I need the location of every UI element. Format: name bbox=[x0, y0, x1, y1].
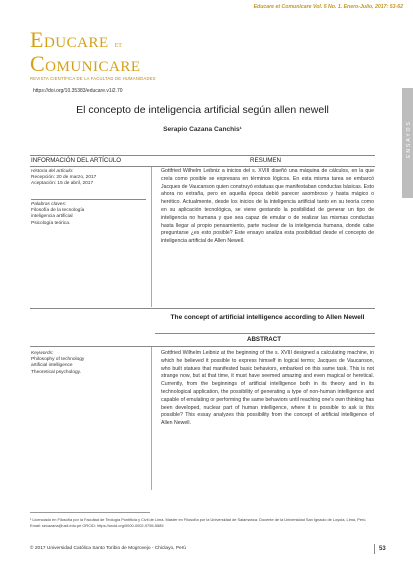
keywords-es bbox=[31, 202, 141, 227]
info-heading: INFORMACIÓN DEL ARTÍCULO bbox=[31, 157, 122, 164]
keyword: Philosophy of technology bbox=[31, 357, 85, 363]
copyright-footer: © 2017 Universidad Católica Santo Toribio de Mogrovejo - Chiclayo, Perú bbox=[30, 546, 186, 551]
abstract-heading: ABSTRACT bbox=[247, 336, 282, 343]
accepted-date: Aceptación: 15 de abril, 2017 bbox=[31, 181, 94, 187]
article-history bbox=[31, 169, 141, 188]
keyword: Filosofía de la tecnología bbox=[31, 208, 85, 214]
divider bbox=[30, 308, 375, 309]
keyword: Theoretical psychology. bbox=[31, 369, 82, 375]
section-tab bbox=[402, 88, 413, 198]
keyword: Psicología teórica. bbox=[31, 220, 71, 226]
logo-word-comunicare: Comunicare bbox=[30, 51, 141, 76]
footnote-divider bbox=[30, 512, 150, 513]
keyword: artificial intelligence bbox=[31, 363, 73, 369]
divider bbox=[31, 199, 146, 200]
keywords-label: Palabras claves: bbox=[31, 202, 67, 207]
journal-logo bbox=[30, 27, 156, 81]
doi-link[interactable]: https://doi.org/10.35383/educare.v1i2.70 bbox=[33, 88, 123, 94]
page-number: 53 bbox=[374, 544, 386, 554]
column-divider bbox=[151, 167, 152, 307]
logo-word-et: et bbox=[114, 39, 122, 49]
history-label: Historia del artículo: bbox=[31, 169, 74, 174]
resumen-heading: RESUMEN bbox=[250, 157, 281, 164]
divider bbox=[30, 166, 375, 167]
abstract-text: Gottfried Wilhelm Leibniz at the beginning of the s. XVIII designed a calculating machine, in which he believed it possible to express himself in logical terms; Jacques de Vaucanson, who built statues that manifested basic behaviors, embarked on this same task. This is not strange now, but at that time, it must have seemed amazing and even magical or heretical. Currently, from the beginnings of artificial intelligence both in its theory and in its technological application, the possibility of generating a type of non-human intelligence and capable of emulating or performing the same behaviors until reaching one's own thinking has been developed, nuclear part of human intelligence, where it is possible to ask is this possible? This essay analyzes this possibility from the concept of artificial intelligence of Allen Newell. bbox=[161, 350, 374, 427]
logo-subtitle: REVISTA CIENTÍFICA DE LA FACULTAD DE HUMANIDADES bbox=[30, 76, 156, 81]
keywords-en bbox=[31, 351, 141, 376]
journal-header: Educare et Comunicare Vol. 5 No. 1. Enero-Julio, 2017: 53-62 bbox=[253, 4, 403, 10]
keywords-en-label: Keywords: bbox=[31, 351, 54, 356]
resumen-text: Gottfried Wilhelm Leibniz a inicios del s. XVIII diseñó una máquina de cálculos, en la que creía como posible se expresara en términos lógicos. En esta misma tarea se embarcó Jacques de Vaucanson quien construyó estatuas que manifestaban conductas básicas. Esto ahora no extraña, pero en aquella época debió parecer asombroso y hasta mágico o herético. Actualmente, desde los inicios de la inteligencia artificial tanto en su teoría como en su aplicación tecnológica, se viene gestando la posibilidad de generar un tipo de inteligencia no humana y que sea capaz de emular o de realizar las mismas conductas hasta llegar al propio pensamiento, parte nuclear de la inteligencia humana, donde cabe preguntarse ¿es esto posible? Este ensayo analiza esta posibilidad desde el concepto de inteligencia artificial de Allen Newell. bbox=[161, 168, 374, 245]
author-footnote: ¹ Licenciado en Filosofía por la Facultad de Teología Pontificia y Civil de Lima. Master en Filosofía por la Universidad de Salamanca. Docente de la Universidad San Ignacio de Loyola, Lima, Perú. Email: secazana@usil.edu.pe ORCID: https://orcid.org/0000-0002-9755-5585 bbox=[30, 517, 367, 528]
article-title: El concepto de inteligencia artificial según allen newell bbox=[76, 104, 329, 116]
logo-word-educare: Educare bbox=[30, 27, 109, 52]
divider bbox=[30, 346, 375, 347]
keyword: inteligencia artificial bbox=[31, 214, 73, 220]
article-author: Serapio Cazana Canchis¹ bbox=[163, 126, 242, 133]
english-title: The concept of artificial intelligence according to Allen Newell bbox=[170, 314, 365, 321]
column-divider bbox=[151, 347, 152, 490]
divider bbox=[155, 333, 375, 334]
received-date: Recepción: 20 de marzo, 2017 bbox=[31, 175, 97, 181]
divider bbox=[30, 155, 375, 156]
section-tab-label: ENSAYOS bbox=[406, 120, 412, 158]
